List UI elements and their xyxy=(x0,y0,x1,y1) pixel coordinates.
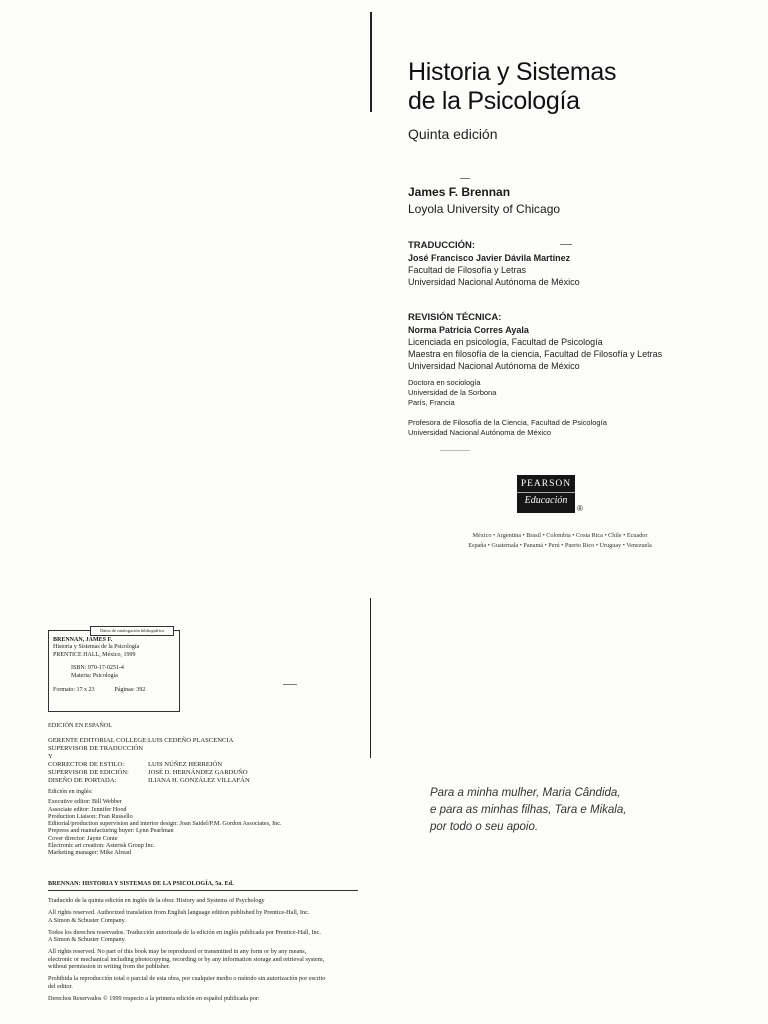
scan-speck xyxy=(283,684,297,685)
catalog-line-1: BRENNAN, JAMES F. xyxy=(53,637,113,643)
english-edition-block xyxy=(48,788,348,857)
copyright-p4a: All rights reserved. No part of this book may be reproduced or transmitted in any form or by any means, xyxy=(48,948,307,956)
catalog-line-5: Materia: Psicología xyxy=(71,672,118,679)
dedication-line-3: por todo o seu apoio. xyxy=(430,821,539,833)
english-credit-8: Marketing manager: Mike Alread xyxy=(48,849,131,857)
title-line-2: de la Psicología xyxy=(408,87,580,115)
copyright-p4c: without permission in writing from the publisher. xyxy=(48,963,170,971)
copyright-p3b: A Simon & Schuster Company. xyxy=(48,936,126,944)
staff-person: JOSÉ D. HERNÁNDEZ GARDUÑO xyxy=(148,769,248,776)
staff-person: LUIS CEDEÑO PLASCENCIA xyxy=(148,737,234,744)
author-block xyxy=(408,184,560,218)
staff-row xyxy=(48,761,298,769)
countries-line-1: México • Argentina • Brasil • Colombia • Costa Rica • Chile • Ecuador xyxy=(472,532,648,539)
reviewer-line-1: Licenciada en psicología, Facultad de Psicología xyxy=(408,337,603,347)
reviewer-line-8: Universidad Nacional Autónoma de México xyxy=(408,428,551,437)
copyright-p2a: All rights reserved. Authorized translation from English language edition published by Prentice-Hall, Inc. xyxy=(48,909,310,917)
copyright-p3a: Todos los derechos reservados. Traducción autorizada de la edición en inglés publicada por Prentice-Hall, Inc. xyxy=(48,928,321,936)
review-block xyxy=(408,312,662,372)
logo-top-text: PEARSON xyxy=(520,479,572,489)
registered-mark: ® xyxy=(577,504,583,513)
copyright-p5a: Prohibida la reproducción total o parcial de esta obra, por cualquier medio o método sin autorización por escrito xyxy=(48,975,326,983)
author-name: James F. Brennan xyxy=(408,185,511,199)
title-line-1: Historia y Sistemas xyxy=(408,58,617,86)
staff-person: ILIANA H. GONZÁLEZ VILLAFÁN xyxy=(148,777,250,784)
dedication xyxy=(430,785,626,836)
page-fold-line xyxy=(370,12,372,112)
catalog-tab: Datos de catalogación bibliográfica xyxy=(90,626,174,636)
staff-row xyxy=(48,745,298,761)
copyright-divider xyxy=(48,890,358,891)
review-block-3 xyxy=(408,418,607,438)
spanish-edition-staff xyxy=(48,737,298,785)
staff-role: SUPERVISOR DE EDICIÓN: xyxy=(48,769,129,776)
reviewer-line-7: Profesora de Filosofía de la Ciencia, Facultad de Psicología xyxy=(408,418,607,427)
translator-name: José Francisco Javier Dávila Martínez xyxy=(408,253,571,263)
reviewer-line-3: Universidad Nacional Autónoma de México xyxy=(408,361,580,371)
translation-block xyxy=(408,240,580,288)
dedication-line-2: e para as minhas filhas, Tara e Mikala, xyxy=(430,804,627,816)
staff-role: SUPERVISOR DE TRADUCCIÓN Y xyxy=(48,745,143,760)
reviewer-line-6: París, Francia xyxy=(408,398,455,407)
pearson-logo xyxy=(517,475,575,513)
catalog-format: Formato: 17 x 23 xyxy=(53,687,95,694)
english-credit-5: Prepress and manufacturing buyer: Lynn Pearlman xyxy=(48,827,174,835)
scan-speck xyxy=(560,244,572,245)
catalog-line-3: PRENTICE HALL, México, 1999 xyxy=(53,651,136,658)
english-credit-7: Electronic art creation: Asterisk Group Inc. xyxy=(48,842,155,850)
translation-heading: TRADUCCIÓN: xyxy=(408,240,476,251)
english-credit-6: Cover director: Jayne Conte xyxy=(48,834,118,842)
page-fold-line-lower xyxy=(370,598,371,758)
english-credit-1: Executive editor: Bill Webber xyxy=(48,798,122,806)
staff-role: GERENTE EDITORIAL COLLEGE: xyxy=(48,737,148,744)
dedication-line-1: Para a minha mulher, Maria Cândida, xyxy=(430,787,621,799)
publisher-countries xyxy=(430,531,690,551)
english-edition-heading: Edición en inglés: xyxy=(48,788,93,795)
staff-row xyxy=(48,777,298,785)
author-affiliation: Loyola University of Chicago xyxy=(408,202,561,216)
copyright-p6: Derechos Reservados © 1999 respecto a la primera edición en español publicada por: xyxy=(48,994,260,1002)
translator-line-1: Facultad de Filosofía y Letras xyxy=(408,265,527,275)
copyright-p4b: electronic or mechanical including photocopying, recording or by any information storage and retrieval system, xyxy=(48,955,325,963)
english-credit-4: Editorial/production supervision and interior design: Joan Saidel/P.M. Gordon Associates, Inc. xyxy=(48,820,282,828)
edition-label: Quinta edición xyxy=(408,126,498,142)
review-block-2 xyxy=(408,378,496,408)
english-credit-3: Production Liaison: Fran Russello xyxy=(48,812,133,820)
english-credit-2: Associate editor: Jennifer Hood xyxy=(48,805,127,813)
staff-role: CORRECTOR DE ESTILO: xyxy=(48,761,125,768)
reviewer-line-5: Universidad de la Sorbona xyxy=(408,388,497,397)
catalog-box xyxy=(48,630,180,712)
book-title xyxy=(408,58,616,116)
staff-person: LUIS NÚÑEZ HERREJÓN xyxy=(148,761,222,768)
staff-row xyxy=(48,737,298,745)
copyright-body xyxy=(48,897,348,1002)
logo-bottom-text: Educación xyxy=(517,492,575,506)
scan-speck xyxy=(440,450,470,451)
staff-row xyxy=(48,769,298,777)
catalog-pages: Páginas: 392 xyxy=(114,687,146,694)
spanish-edition-heading: EDICIÓN EN ESPAÑOL xyxy=(48,722,113,729)
reviewer-line-4: Doctora en sociología xyxy=(408,378,481,387)
catalog-line-4: ISBN: 970-17-0251-4 xyxy=(71,665,124,672)
reviewer-line-2: Maestra en filosofía de la ciencia, Facultad de Filosofía y Letras xyxy=(408,349,663,359)
copyright-header: BRENNAN: HISTORIA Y SISTEMAS DE LA PSICOLOGÍA, 5a. Ed. xyxy=(48,880,234,887)
reviewer-name: Norma Patricia Corres Ayala xyxy=(408,325,529,335)
copyright-p2b: A Simon & Schuster Company. xyxy=(48,916,126,924)
review-heading: REVISIÓN TÉCNICA: xyxy=(408,312,502,323)
translator-line-2: Universidad Nacional Autónoma de México xyxy=(408,277,580,287)
scan-speck xyxy=(460,178,470,179)
countries-line-2: España • Guatemala • Panamá • Perú • Puerto Rico • Uruguay • Venezuela xyxy=(468,542,652,549)
copyright-p5b: del editor. xyxy=(48,982,73,990)
copyright-p1: Traducido de la quinta edición en inglés de la obra: History and Systems of Psychology xyxy=(48,897,265,904)
staff-role: DISEÑO DE PORTADA: xyxy=(48,777,117,784)
catalog-line-2: Historia y Sistemas de la Psicología xyxy=(53,644,140,651)
